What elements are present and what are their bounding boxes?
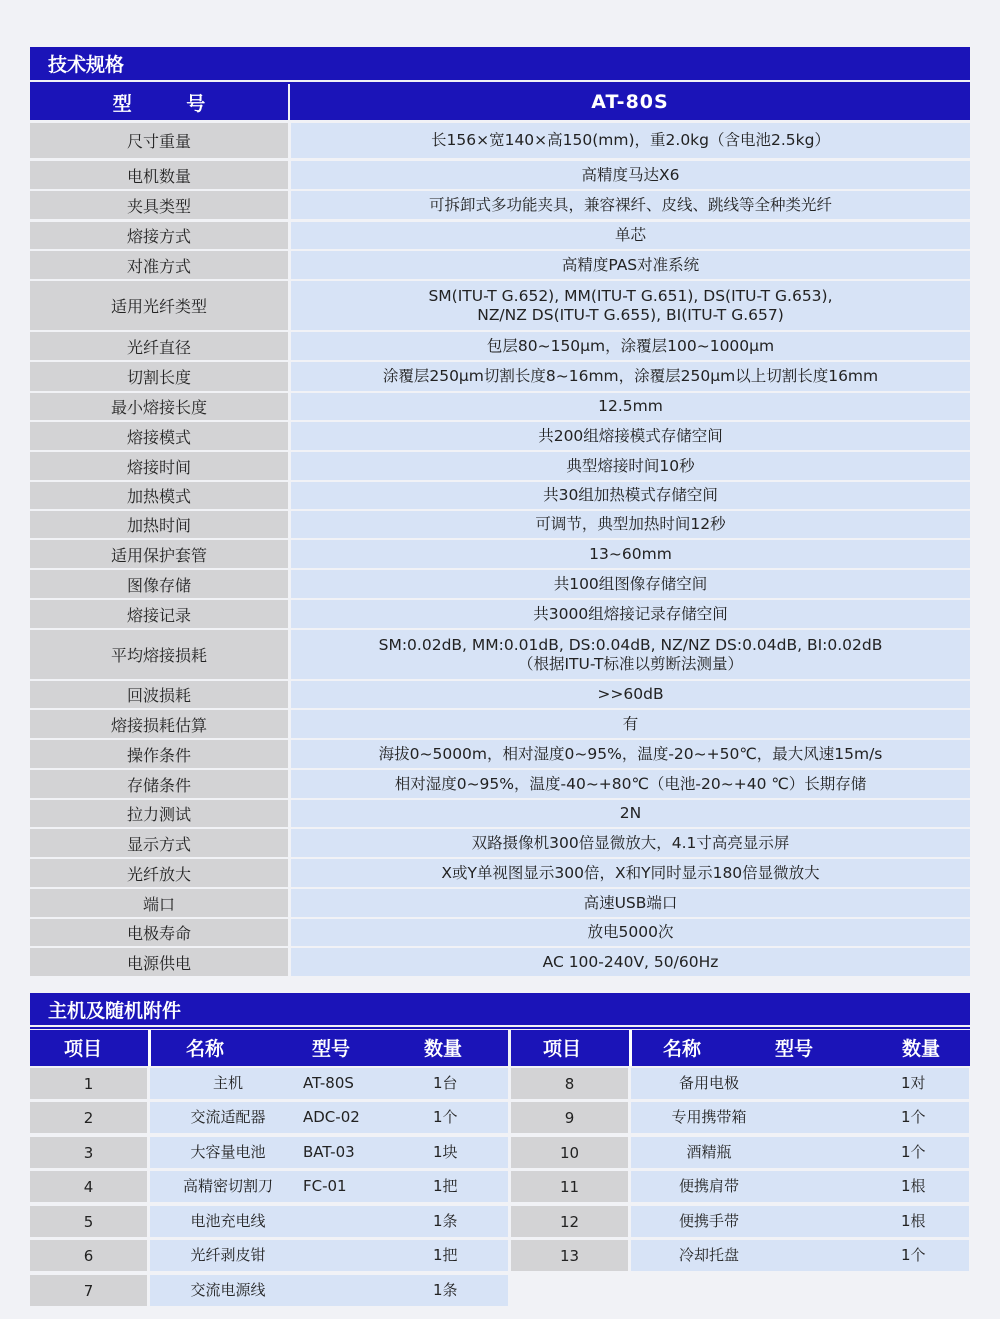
col-name-label: 名称 [186,1038,225,1060]
spec-value-line: 放电5000次 [587,923,674,941]
spec-value [291,889,970,917]
spec-value-line: 典型熔接时间10秒 [566,456,695,475]
spec-key: 图像存储 [30,570,288,598]
spec-row [30,251,970,279]
header-divider [629,1030,632,1066]
table-row [511,1068,969,1099]
item-qty: 1个 [901,1108,926,1126]
spec-value [291,630,970,679]
spec-value-line: 可调节，典型加热时间12秒 [535,515,726,533]
spec-key: 切割长度 [30,362,288,391]
table-row [30,1068,508,1099]
spec-row [30,919,970,946]
spec-row [30,422,970,450]
table-row [511,1240,969,1271]
spec-value-line: SM:0.02dB, MM:0.01dB, DS:0.04dB, NZ/NZ DS:0.04dB, BI:0.02dB [378,635,883,654]
spec-value [291,800,970,827]
spec-value [291,482,970,509]
table-row [511,1137,969,1168]
spec-table-header [30,84,970,120]
spec-row [30,540,970,568]
spec-value [291,570,970,598]
item-details [150,1240,508,1271]
item-name: 便携手带 [678,1212,739,1230]
spec-row [30,482,970,509]
item-index: 8 [511,1068,628,1099]
spec-key: 夹具类型 [30,191,288,219]
spec-row [30,770,970,798]
spec-value [291,393,970,420]
item-name: 专用携带箱 [671,1108,747,1126]
spec-value [291,710,970,738]
spec-key: 适用保护套管 [30,540,288,568]
spec-value [291,332,970,360]
spec-key: 显示方式 [30,829,288,857]
spec-row [30,161,970,189]
item-model: FC-01 [303,1177,347,1195]
spec-row [30,800,970,827]
spec-value [291,540,970,568]
item-name: 交流电源线 [190,1281,266,1299]
item-qty: 1对 [901,1074,926,1092]
col-qty-label: 数量 [902,1038,941,1060]
item-index: 7 [30,1275,147,1306]
spec-key: 存储条件 [30,770,288,798]
item-qty: 1个 [901,1246,926,1264]
spec-row [30,332,970,360]
item-qty: 1把 [433,1177,458,1195]
spec-row [30,600,970,628]
spec-key: 平均熔接损耗 [30,630,288,679]
spec-row [30,859,970,887]
spec-value [291,452,970,480]
spec-key: 熔接方式 [30,222,288,249]
spec-header-key: 型 号 [30,84,288,120]
item-details [150,1102,508,1133]
item-qty: 1个 [901,1143,926,1161]
table-row [511,1206,969,1237]
spec-row [30,630,970,679]
item-index: 2 [30,1102,147,1133]
col-name-label: 名称 [663,1038,702,1060]
item-qty: 1条 [433,1212,458,1230]
spec-value [291,222,970,249]
spec-value-line: SM(ITU-T G.652), MM(ITU-T G.651), DS(ITU-T G.653), [428,286,833,305]
item-name: 电池充电线 [190,1212,266,1230]
item-index: 12 [511,1206,628,1237]
col-index-label: 项目 [64,1038,103,1060]
item-index: 4 [30,1171,147,1202]
item-index: 13 [511,1240,628,1271]
spec-value [291,251,970,279]
spec-value-line: 涂覆层250μm切割长度8~16mm，涂覆层250μm以上切割长度16mm [382,367,879,385]
spec-value [291,123,970,158]
spec-value-line: （根据ITU-T标准以剪断法测量） [517,654,744,673]
item-name: 便携肩带 [678,1177,739,1195]
item-details [631,1102,969,1133]
spec-value-line: 12.5mm [598,397,663,415]
item-name: 光纤剥皮钳 [190,1246,266,1264]
table-row [511,1171,969,1202]
item-index: 5 [30,1206,147,1237]
spec-row [30,889,970,917]
spec-key: 电源供电 [30,948,288,976]
spec-value-line: 长156×宽140×高150(mm)，重2.0kg（含电池2.5kg） [431,131,830,149]
item-name: 高精密切割刀 [182,1177,273,1195]
spec-key: 熔接模式 [30,422,288,450]
col-model-label: 型号 [312,1038,351,1060]
spec-key: 对准方式 [30,251,288,279]
item-index: 6 [30,1240,147,1271]
spec-value-line: AC 100-240V, 50/60Hz [542,952,719,971]
spec-value [291,829,970,857]
spec-row [30,829,970,857]
spec-row [30,948,970,976]
spec-key: 电机数量 [30,161,288,189]
spec-value [291,859,970,887]
spec-header-model: AT-80S [290,84,970,120]
accessory-section-title-text: 主机及随机附件 [48,999,182,1022]
item-details [631,1240,969,1271]
item-details [150,1137,508,1168]
spec-value-line: X或Y单视图显示300倍，X和Y同时显示180倍显微放大 [441,863,820,882]
spec-key: 电极寿命 [30,919,288,946]
spec-value-line: 单芯 [614,226,646,244]
col-index-label: 项目 [543,1038,582,1060]
spec-value [291,681,970,708]
item-qty: 1个 [433,1108,458,1126]
accessory-header-left [30,1030,508,1066]
spec-key: 操作条件 [30,740,288,768]
spec-row [30,740,970,768]
spec-row [30,191,970,219]
spec-row [30,681,970,708]
spec-value-line: 有 [622,714,639,733]
spec-row [30,123,970,158]
spec-value-line: 共200组熔接模式存储空间 [538,426,723,445]
spec-value-line: 共100组图像存储空间 [553,574,708,593]
item-name: 大容量电池 [190,1143,266,1161]
item-details [150,1068,508,1099]
spec-row [30,710,970,738]
spec-value-line: 高速USB端口 [583,893,678,912]
item-name: 冷却托盘 [678,1246,739,1264]
spec-key: 熔接损耗估算 [30,710,288,738]
table-row [30,1102,508,1133]
spec-section-title [30,47,970,80]
spec-key: 熔接时间 [30,452,288,480]
spec-value [291,511,970,538]
spec-value-line: 包层80~150μm，涂覆层100~1000μm [486,336,775,355]
spec-value-line: 高精度PAS对准系统 [561,255,700,274]
item-qty: 1根 [901,1177,926,1195]
spec-value-line: 海拔0~5000m，相对湿度0~95%，温度-20~+50℃，最大风速15m/s [378,744,883,763]
spec-value [291,740,970,768]
spec-key: 熔接记录 [30,600,288,628]
spec-value-line: >>60dB [597,685,664,703]
spec-key: 端口 [30,889,288,917]
spec-row [30,393,970,420]
spec-value-line: 2N [619,804,642,822]
item-details [631,1206,969,1237]
spec-row [30,511,970,538]
item-details [631,1137,969,1168]
item-index: 10 [511,1137,628,1168]
table-row [30,1275,508,1306]
col-model-label: 型号 [775,1038,814,1060]
table-row [30,1240,508,1271]
item-name: 酒精瓶 [686,1143,732,1161]
header-divider [148,1030,151,1066]
item-details [150,1275,508,1306]
item-model: BAT-03 [303,1143,355,1161]
item-details [150,1171,508,1202]
spec-key: 拉力测试 [30,800,288,827]
item-index: 9 [511,1102,628,1133]
spec-value [291,281,970,330]
spec-value-line: 共30组加热模式存储空间 [543,486,718,504]
spec-row [30,222,970,249]
spec-value [291,161,970,189]
item-qty: 1台 [433,1074,458,1092]
item-qty: 1块 [433,1143,458,1161]
spec-value [291,919,970,946]
spec-value-line: 共3000组熔接记录存储空间 [533,604,728,623]
spec-value [291,948,970,976]
item-index: 3 [30,1137,147,1168]
table-row [30,1206,508,1237]
item-model: AT-80S [303,1074,354,1092]
spec-key: 光纤直径 [30,332,288,360]
spec-value [291,362,970,391]
spec-row [30,570,970,598]
spec-key: 加热时间 [30,511,288,538]
spec-value [291,422,970,450]
spec-value-line: NZ/NZ DS(ITU-T G.655), BI(ITU-T G.657) [477,305,784,324]
item-qty: 1根 [901,1212,926,1230]
col-qty-label: 数量 [424,1038,463,1060]
item-model: ADC-02 [303,1108,360,1126]
item-details [631,1068,969,1099]
table-row [511,1102,969,1133]
item-index: 1 [30,1068,147,1099]
item-name: 主机 [212,1074,243,1092]
item-details [150,1206,508,1237]
item-index: 11 [511,1171,628,1202]
spec-value [291,191,970,219]
item-details [631,1171,969,1202]
accessory-header-right [511,1030,970,1066]
spec-row [30,452,970,480]
spec-value [291,770,970,798]
spec-row [30,281,970,330]
item-name: 交流适配器 [190,1108,266,1126]
spec-section-title-text: 技术规格 [48,54,125,76]
table-row [30,1137,508,1168]
spec-value-line: 高精度马达X6 [581,165,680,184]
spec-value-line: 相对湿度0~95%，温度-40~+80℃（电池-20~+40 ℃）长期存储 [394,774,867,793]
spec-key: 加热模式 [30,482,288,509]
item-qty: 1条 [433,1281,458,1299]
spec-key: 适用光纤类型 [30,281,288,330]
spec-key: 尺寸重量 [30,123,288,158]
accessory-section-title [30,993,970,1025]
spec-value-line: 双路摄像机300倍显微放大，4.1寸高亮显示屏 [471,833,790,852]
spec-row [30,362,970,391]
spec-key: 回波损耗 [30,681,288,708]
spec-key: 光纤放大 [30,859,288,887]
spec-value-line: 可拆卸式多功能夹具，兼容裸纤、皮线、跳线等全种类光纤 [428,195,832,214]
item-name: 备用电极 [678,1074,739,1092]
spec-value-line: 13~60mm [589,544,672,563]
spec-key: 最小熔接长度 [30,393,288,420]
spec-value [291,600,970,628]
table-row [30,1171,508,1202]
item-qty: 1把 [433,1246,458,1264]
